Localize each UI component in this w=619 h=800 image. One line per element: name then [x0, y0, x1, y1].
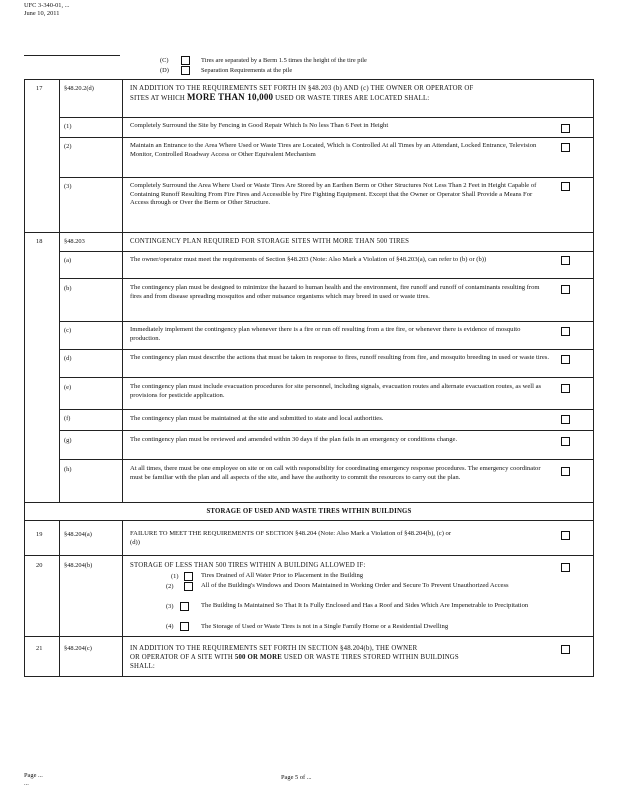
requirement-fragment: SITES AT WHICH: [130, 95, 187, 102]
page-number: Page 5 of ...: [281, 774, 312, 781]
row-divider: [24, 676, 594, 677]
item-mark: (4): [166, 623, 174, 630]
row-number: 19: [36, 531, 43, 538]
requirement-fragment: USED OR WASTE TIRES STORED WITHIN BUILDINGS: [282, 654, 459, 661]
item-mark: (2): [64, 143, 72, 150]
item-mark: (1): [64, 123, 72, 130]
row-divider: [60, 321, 594, 322]
header-line-2: June 10, 2011: [24, 10, 60, 17]
row-number: 20: [36, 562, 43, 569]
checkbox[interactable]: [561, 531, 570, 540]
row-divider: [60, 117, 594, 118]
checkbox[interactable]: [561, 124, 570, 133]
requirement-line: IN ADDITION TO THE REQUIREMENTS SET FORTH IN SECTION §48.204(b), THE OWNER: [130, 645, 418, 652]
checkbox[interactable]: [561, 285, 570, 294]
item-text: At all times, there must be one employee on site or on call with responsibility for coordinating emergency response procedures. The emergency coordinator must be familiar with the plan and all aspects of the site, and have the authority to commit the resources to carry out the plan.: [130, 465, 541, 481]
item-d-mark: (D): [160, 67, 169, 74]
item-text: Tires Drained of All Water Prior to Placement in the Building: [201, 572, 364, 579]
row-divider: [24, 502, 594, 503]
item-text: The contingency plan must be reviewed and amended within 30 days if the plan fails in an emergency or conditions change.: [130, 436, 458, 443]
item-mark: (3): [166, 603, 174, 610]
row-divider: [24, 79, 594, 80]
emphasis-text: 500 OR MORE: [234, 654, 282, 661]
item-text: The Building Is Maintained So That It Is Fully Enclosed and Has a Roof and Sides Which Are Impenetrable to Precipitation: [201, 602, 529, 609]
item-mark: (f): [64, 415, 71, 422]
requirement-text: [130, 84, 585, 103]
item-text: The contingency plan must include evacuation procedures for site personnel, including signals, evacuation routes and alternate evacuation routes, as well as provisions for pesticide application.: [130, 383, 542, 399]
item-text: The contingency plan must describe the actions that must be taken in response to fires, runoff resulting from fire, and mosquito breeding in used or waste tires.: [130, 354, 550, 361]
checkbox[interactable]: [561, 143, 570, 152]
item-mark: (d): [64, 355, 72, 362]
requirement-title: STORAGE OF LESS THAN 500 TIRES WITHIN A BUILDING ALLOWED IF:: [130, 562, 366, 569]
item-mark: (g): [64, 437, 72, 444]
item-text: The owner/operator must meet the requirements of Section §48.203 (Note: Also Mark a Violation of §48.203(a), can refer to (b) or (b)): [130, 256, 487, 263]
requirement-text: [130, 644, 550, 671]
column-divider: [59, 79, 60, 502]
emphasis-text: MORE THAN 10,000: [186, 92, 274, 102]
item-text: The Storage of Used or Waste Tires is not in a Single Family Home or a Residential Dwelling: [201, 623, 449, 630]
requirement-line: SHALL:: [130, 663, 155, 670]
item-text: All of the Building's Windows and Doors Maintained in Working Order and Secure To Prevent Unauthorized Access: [201, 582, 509, 589]
checkbox[interactable]: [561, 327, 570, 336]
checkbox[interactable]: [561, 182, 570, 191]
checkbox[interactable]: [561, 437, 570, 446]
row-divider: [24, 636, 594, 637]
checkbox[interactable]: [180, 622, 189, 631]
checkbox[interactable]: [561, 415, 570, 424]
checkbox[interactable]: [181, 56, 190, 65]
item-mark: (e): [64, 384, 72, 391]
item-text: Immediately implement the contingency plan whenever there is a fire or run off resulting from a tire fire, or whenever there is evidence of mosquito production.: [130, 326, 521, 342]
row-number: 17: [36, 85, 43, 92]
checkbox[interactable]: [180, 602, 189, 611]
regulation-ref: §48.204(b): [64, 562, 93, 569]
row-number: 18: [36, 238, 43, 245]
checkbox[interactable]: [561, 256, 570, 265]
requirement-line: [130, 93, 585, 103]
row-divider: [24, 555, 594, 556]
item-mark: (b): [64, 285, 72, 292]
item-mark: (1): [171, 573, 179, 580]
row-divider: [24, 232, 594, 233]
checkbox[interactable]: [561, 355, 570, 364]
item-d-text: Separation Requirements at the pile: [201, 67, 293, 74]
regulation-ref: §48.204(c): [64, 645, 92, 652]
regulation-ref: §48.204(a): [64, 531, 92, 538]
checkbox[interactable]: [561, 467, 570, 476]
regulation-ref: §48.203: [64, 238, 85, 245]
header-line-1: UFC 3-340-01, ...: [24, 2, 70, 9]
item-text: Completely Surround the Area Where Used or Waste Tires Are Stored by an Earthen Berm or Other Structures Not Less Than 2 Feet in Height Capable of Containing Runoff Resulting From Fire Fires and Accessible by Fire Fighting Equipment. Except that the Owner or Operator Shall Provide a Means For Access through or Over the Berm or Other Structure.: [130, 182, 537, 207]
row-divider: [60, 409, 594, 410]
row-divider: [60, 349, 594, 350]
row-divider: [60, 251, 594, 252]
requirement-fragment: OR OPERATOR OF A SITE WITH: [130, 654, 235, 661]
requirement-line: [130, 653, 550, 662]
row-divider: [24, 520, 594, 521]
row-number: 21: [36, 645, 43, 652]
item-mark: (a): [64, 257, 72, 264]
column-divider: [122, 520, 123, 676]
row-divider: [60, 430, 594, 431]
checkbox[interactable]: [184, 572, 193, 581]
checkbox[interactable]: [184, 582, 193, 591]
row-divider: [60, 459, 594, 460]
item-c-text: Tires are separated by a Berm 1.5 times the height of the tire pile: [201, 57, 367, 64]
item-c-mark: (C): [160, 57, 169, 64]
item-text: Completely Surround the Site by Fencing in Good Repair Which Is No less Than 6 Feet in Height: [130, 122, 389, 129]
footer-left-1: Page ...: [24, 772, 43, 779]
table-border: [593, 79, 594, 676]
row-divider: [60, 278, 594, 279]
footer-left-2: ...: [24, 780, 29, 787]
row-divider: [60, 177, 594, 178]
checkbox[interactable]: [561, 563, 570, 572]
regulation-ref: §48.20.2(d): [64, 85, 94, 92]
checkbox[interactable]: [561, 645, 570, 654]
row-divider: [60, 137, 594, 138]
requirement-text: FAILURE TO MEET THE REQUIREMENTS OF SECTION §48.204 (Note: Also Mark a Violation of §48.204(b), (c) or (d)): [130, 530, 452, 546]
column-divider: [59, 520, 60, 676]
checkbox[interactable]: [181, 66, 190, 75]
item-mark: (3): [64, 183, 72, 190]
item-text: The contingency plan must be designed to minimize the hazard to human health and the environment, fire runoff and runoff of contaminants resulting from fires and from disease spreading mosquitos and other nuisance organisms which may breed in used or waste tires.: [130, 284, 540, 300]
checkbox[interactable]: [561, 384, 570, 393]
table-border: [24, 79, 25, 676]
item-mark: (h): [64, 466, 72, 473]
divider: [24, 55, 120, 56]
requirement-line: IN ADDITION TO THE REQUIREMENTS SET FORTH IN §48.203 (b) AND (c) THE OWNER OR OPERATOR OF: [130, 85, 474, 92]
column-divider: [122, 79, 123, 502]
requirement-title: CONTINGENCY PLAN REQUIRED FOR STORAGE SITES WITH MORE THAN 500 TIRES: [130, 238, 410, 245]
requirement-fragment: USED OR WASTE TIRES ARE LOCATED SHALL:: [273, 95, 430, 102]
item-mark: (c): [64, 327, 72, 334]
section-title: STORAGE OF USED AND WASTE TIRES WITHIN BUILDINGS: [206, 508, 412, 515]
row-divider: [60, 377, 594, 378]
item-mark: (2): [166, 583, 174, 590]
item-text: Maintain an Entrance to the Area Where Used or Waste Tires are Located, Which is Controlled At all Times by an Attendant, Locked Entrance, Television Monitor, Controlled Roadway Access or Other Equivalent Mechanism: [130, 142, 537, 158]
item-text: The contingency plan must be maintained at the site and submitted to state and local authorities.: [130, 415, 384, 422]
